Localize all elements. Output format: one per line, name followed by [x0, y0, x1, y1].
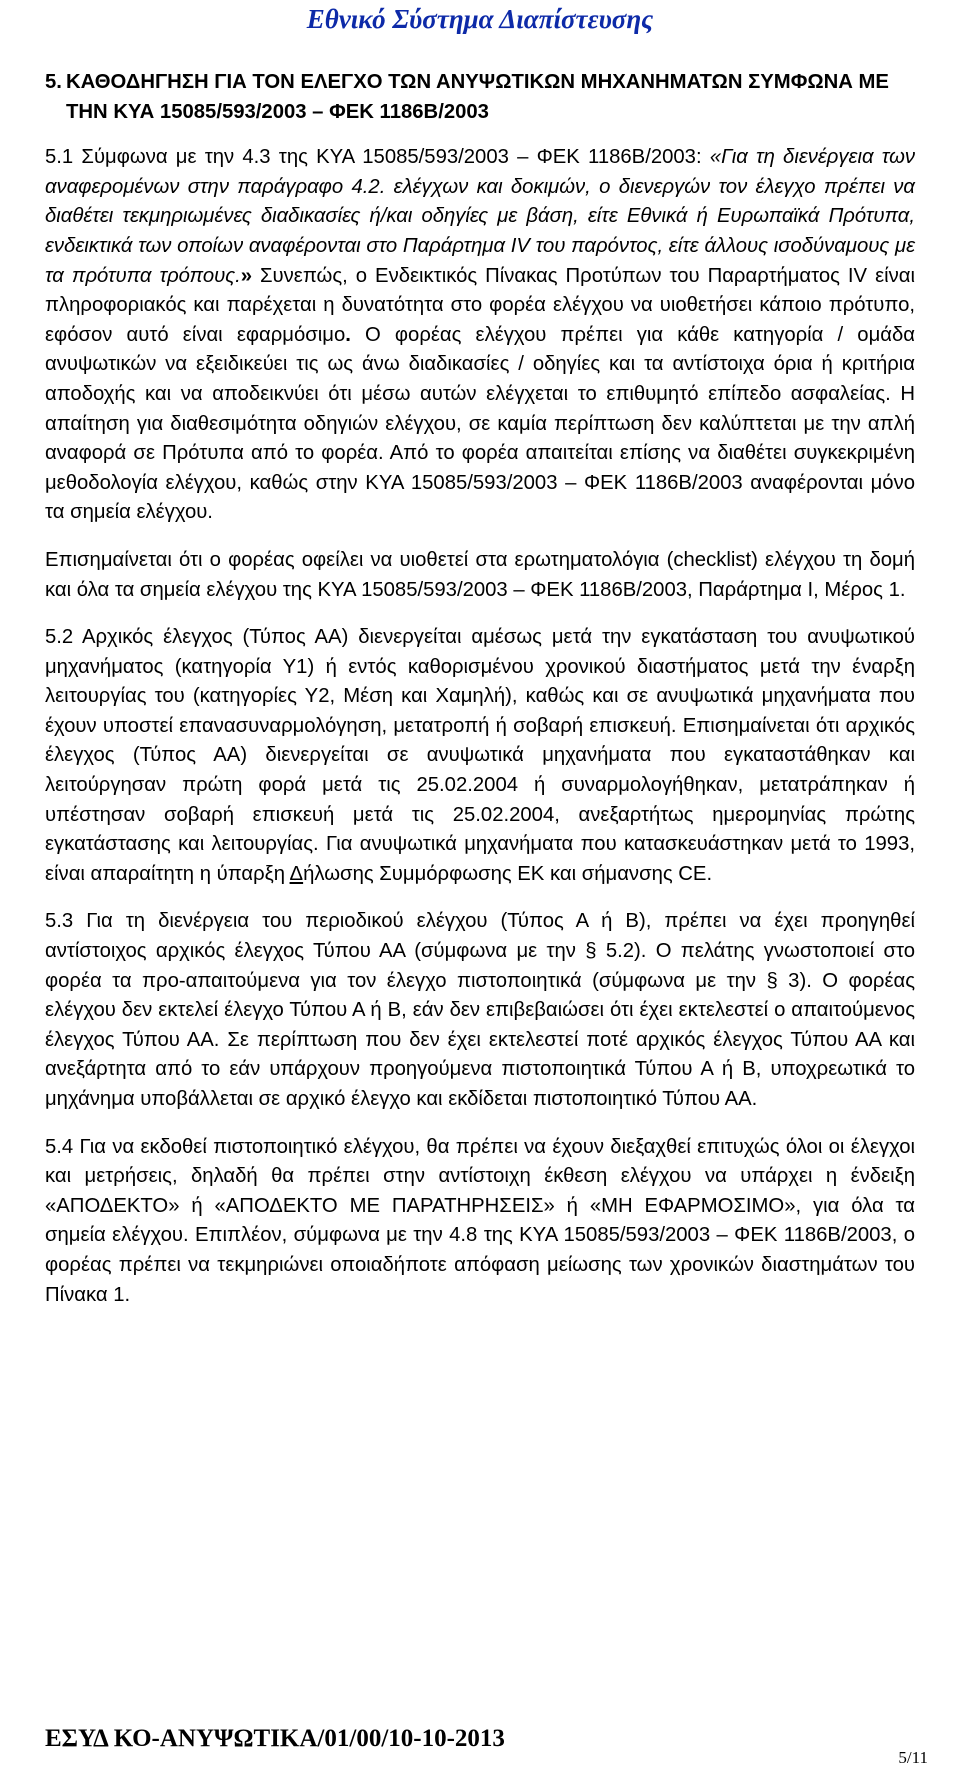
paragraph-5-1-dot: . — [345, 323, 351, 346]
page-header-title: Εθνικό Σύστημα Διαπίστευσης — [306, 4, 654, 34]
paragraph-5-2-text: 5.2 Αρχικός έλεγχος (Τύπος ΑΑ) διενεργείται αμέσως μετά την εγκατάσταση του ανυψωτικού μηχανήματος (κατηγορία Υ1) ή εντός καθορισμένου χρονικού διαστήματος μετά την έναρξη λειτουργίας του (κατηγορίες Υ2, Μέση και Χαμηλή), καθώς και σε ανυψωτικά μηχανήματα που έχουν υποστεί επανασυναρμολόγηση, μετατροπή ή σοβαρή επισκευή. Επισημαίνεται ότι αρχικός έλεγχος (Τύπος ΑΑ) διενεργείται σε ανυψωτικά μηχανήματα που εγκαταστάθηκαν και λειτούργησαν πρώτη φορά μετά τις 25.02.2004 ή συναρμολογήθηκαν, μετατράπηκαν ή υπέστησαν σοβαρή επισκευή μετά τις 25.02.2004, ανεξαρτήτως ημερομηνίας πρώτης εγκατάστασης και λειτουργίας. Για ανυψωτικά μηχανήματα που κατασκευάστηκαν μετά το 1993, είναι απαραίτητη η ύπαρξη — [45, 626, 915, 885]
paragraph-5-1-note: Επισημαίνεται ότι ο φορέας οφείλει να υιοθετεί στα ερωτηματολόγια (checklist) ελέγχου τη δομή και όλα τα σημεία ελέγχου της ΚΥΑ 15085/593/2003 – ΦΕΚ 1186Β/2003, Παράρτημα Ι, Μέρος 1. — [45, 548, 915, 601]
document-code: ΕΣΥΔ ΚΟ-ΑΝΥΨΩΤΙΚΑ/01/00/10-10-2013 — [45, 1725, 505, 1752]
paragraph-5-1-lead: 5.1 Σύμφωνα με την 4.3 της ΚΥΑ 15085/593/2003 – ΦΕΚ 1186Β/2003: — [45, 146, 710, 169]
section-number: 5. — [45, 71, 62, 93]
paragraph-5-1-quote-close: » — [240, 264, 253, 287]
paragraph-5-1-text-2: Ο φορέας ελέγχου πρέπει για κάθε κατηγορία / ομάδα ανυψωτικών να εξειδικεύει τις ως άνω διαδικασίες / οδηγίες και τα αντίστοιχα όρια ή κριτήρια αποδοχής και να αποδεικνύει ότι μέσω αυτών ελέγχεται το επιθυμητό επίπεδο ασφαλείας. Η απαίτηση για διαθεσιμότητα οδηγιών ελέγχου, σε καμία περίπτωση δεν καλύπτεται με την απλή αναφορά σε Πρότυπα από το φορέα. Από το φορέα απαιτείται επίσης να διαθέτει συγκεκριμένη μεθοδολογία ελέγχου, καθώς στην ΚΥΑ 15085/593/2003 – ΦΕΚ 1186Β/2003 αναφέρονται μόνο τα σημεία ελέγχου. — [45, 323, 915, 524]
document-body — [45, 68, 915, 1328]
section-title: ΚΑΘΟΔΗΓΗΣΗ ΓΙΑ ΤΟΝ ΕΛΕΓΧΟ ΤΩΝ ΑΝΥΨΩΤΙΚΩΝ ΜΗΧΑΝΗΜΑΤΩΝ ΣΥΜΦΩΝΑ ΜΕ ΤΗΝ ΚΥΑ 15085/593/2003 – ΦΕΚ 1186Β/2003 — [66, 71, 889, 123]
paragraph-5-1 — [45, 143, 915, 528]
paragraph-5-3: 5.3 Για τη διενέργεια του περιοδικού ελέγχου (Τύπος Α ή Β), πρέπει να έχει προηγηθεί αντίστοιχος αρχικός έλεγχος Τύπου ΑΑ (σύμφωνα με την § 5.2). Ο πελάτης γνωστοποιεί στο φορέα τα προ-απαιτούμενα για τον έλεγχο πιστοποιητικά (σύμφωνα με την § 3). Ο φορέας ελέγχου δεν εκτελεί έλεγχο Τύπου Α ή Β, εάν δεν επιβεβαιώσει ότι έχει εκτελεστεί ο απαιτούμενος έλεγχος Τύπου ΑΑ. Σε περίπτωση που δεν έχει εκτελεστεί ποτέ αρχικός έλεγχος Τύπου ΑΑ και ανεξάρτητα από το εάν υπάρχουν προηγούμενα πιστοποιητικά Τύπου Α ή Β, υποχρεωτικά το μηχάνημα υποβάλλεται σε αρχικό έλεγχο και εκδίδεται πιστοποιητικό Τύπου ΑΑ. — [45, 910, 915, 1110]
paragraph-5-1-text: Συνεπώς, ο Ενδεικτικός Πίνακας Προτύπων του Παραρτήματος IV είναι πληροφοριακός και παρέχεται η δυνατότητα στο φορέα ελέγχου να υιοθετήσει κάποιο πρότυπο, εφόσον αυτό είναι εφαρμόσιμο — [45, 264, 915, 346]
paragraph-5-1-quote: «Για τη διενέργεια των αναφερομένων στην παράγραφο 4.2. ελέγχων και δοκιμών, ο διενεργών τον έλεγχο πρέπει να διαθέτει τεκμηριωμένες διαδικασίες ή/και οδηγίες με βάση, είτε Εθνικά ή Ευρωπαϊκά Πρότυπα, ενδεικτικά των οποίων αναφέρονται στο Παράρτημα IV του παρόντος, είτε άλλους ισοδύναμους με τα πρότυπα τρόπους. — [45, 146, 915, 287]
paragraph-5-2-underlined: Δ — [289, 862, 304, 885]
paragraph-5-2-tail: ήλωσης Συμμόρφωσης ΕΚ και σήμανσης CE. — [303, 862, 713, 885]
section-heading — [45, 68, 915, 127]
paragraph-5-2 — [45, 623, 915, 889]
page-number: 5/11 — [898, 1748, 928, 1767]
paragraph-5-4: 5.4 Για να εκδοθεί πιστοποιητικό ελέγχου, θα πρέπει να έχουν διεξαχθεί επιτυχώς όλοι οι έλεγχοι και μετρήσεις, δηλαδή θα πρέπει στην αντίστοιχη έκθεση ελέγχου να υπάρχει η ένδειξη «ΑΠΟΔΕΚΤΟ» ή «ΑΠΟΔΕΚΤΟ ΜΕ ΠΑΡΑΤΗΡΗΣΕΙΣ» ή «ΜΗ ΕΦΑΡΜΟΣΙΜΟ», για όλα τα σημεία ελέγχου. Επιπλέον, σύμφωνα με την 4.8 της ΚΥΑ 15085/593/2003 – ΦΕΚ 1186Β/2003, ο φορέας πρέπει να τεκμηριώνει οποιαδήποτε απόφαση μείωσης των χρονικών διαστημάτων του Πίνακα 1. — [45, 1135, 915, 1306]
